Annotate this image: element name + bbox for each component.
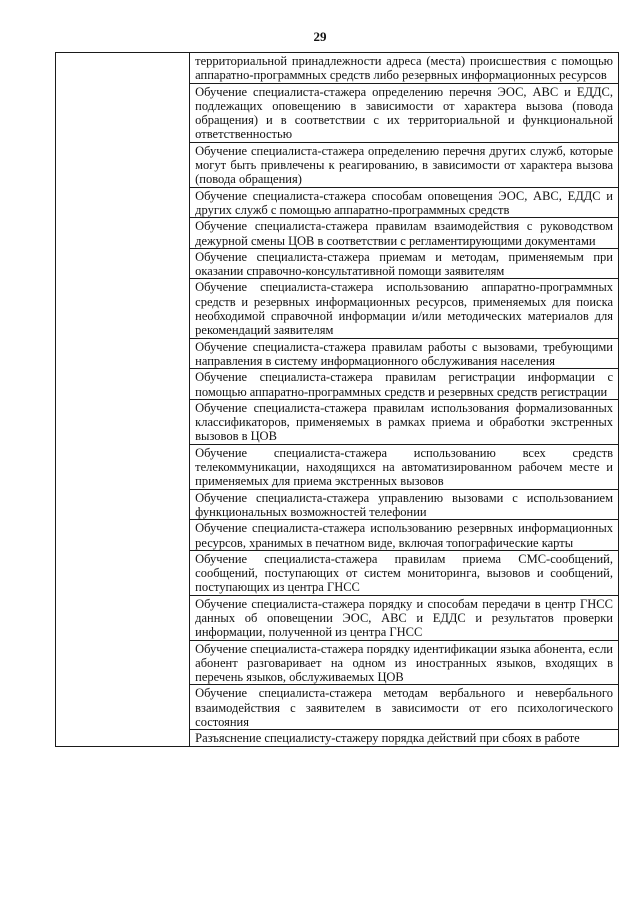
table-cell: Обучение специалиста-стажера правилам приема СМС-сообщений, сообщений, поступающих от систем мониторинга, вызовов и сообщений, поступающих из центра ГНСС <box>190 550 619 595</box>
table-cell: Обучение специалиста-стажера порядку и способам передачи в центр ГНСС данных об оповещении ЭОС, АВС и ЕДДС и результатов проверки информации, полученной из центра ГНСС <box>190 595 619 640</box>
table-cell: Обучение специалиста-стажера правилам регистрации информации с помощью аппаратно-программных средств и резервных средств регистрации <box>190 369 619 400</box>
table-cell: Обучение специалиста-стажера порядку идентификации языка абонента, если абонент разговаривает на одном из иностранных языков, входящих в перечень языков, обслуживаемых ЦОВ <box>190 640 619 685</box>
page-number: 29 <box>313 29 327 44</box>
empty-left-column <box>56 53 190 747</box>
table-row <box>56 53 619 84</box>
table-cell: Обучение специалиста-стажера приемам и методам, применяемым при оказании справочно-консультативной помощи заявителям <box>190 248 619 279</box>
table-cell: Обучение специалиста-стажера управлению вызовами с использованием функциональных возможностей телефонии <box>190 489 619 520</box>
table-cell: Обучение специалиста-стажера использованию всех средств телекоммуникации, находящихся на автоматизированном рабочем месте и применяемых для приема экстренных вызовов <box>190 444 619 489</box>
table-cell: Обучение специалиста-стажера правилам использования формализованных классификаторов, применяемых в рамках приема и обработки экстренных вызовов в ЦОВ <box>190 399 619 444</box>
table-cell: Обучение специалиста-стажера правилам работы с вызовами, требующими направления в систему информационного обслуживания населения <box>190 338 619 369</box>
table-cell: Обучение специалиста-стажера способам оповещения ЭОС, АВС, ЕДДС и других служб с помощью аппаратно-программных средств <box>190 187 619 218</box>
table-cell: Разъяснение специалисту-стажеру порядка действий при сбоях в работе <box>190 730 619 746</box>
training-table <box>55 52 619 747</box>
table-cell: Обучение специалиста-стажера использованию резервных информационных ресурсов, хранимых в печатном виде, включая топографические карты <box>190 520 619 551</box>
table-cell: Обучение специалиста-стажера использованию аппаратно-программных средств и резервных информационных ресурсов, применяемых для поиска необходимой справочной информации и/или методических материалов для рекомендаций заявителям <box>190 279 619 338</box>
table-cell: Обучение специалиста-стажера определению перечня других служб, которые могут быть привлечены к реагированию, в зависимости от характера вызова (повода обращения) <box>190 142 619 187</box>
table-cell: территориальной принадлежности адреса (места) происшествия с помощью аппаратно-программных средств либо резервных информационных ресурсов <box>190 53 619 84</box>
table-cell: Обучение специалиста-стажера определению перечня ЭОС, АВС и ЕДДС, подлежащих оповещению в зависимости от характера вызова (повода обращения) и в соответствии с их территориальной и функциональной ответственностью <box>190 83 619 142</box>
table-cell: Обучение специалиста-стажера методам вербального и невербального взаимодействия с заявителем в зависимости от его психологического состояния <box>190 685 619 730</box>
table-cell: Обучение специалиста-стажера правилам взаимодействия с руководством дежурной смены ЦОВ в соответствии с регламентирующими документами <box>190 218 619 249</box>
